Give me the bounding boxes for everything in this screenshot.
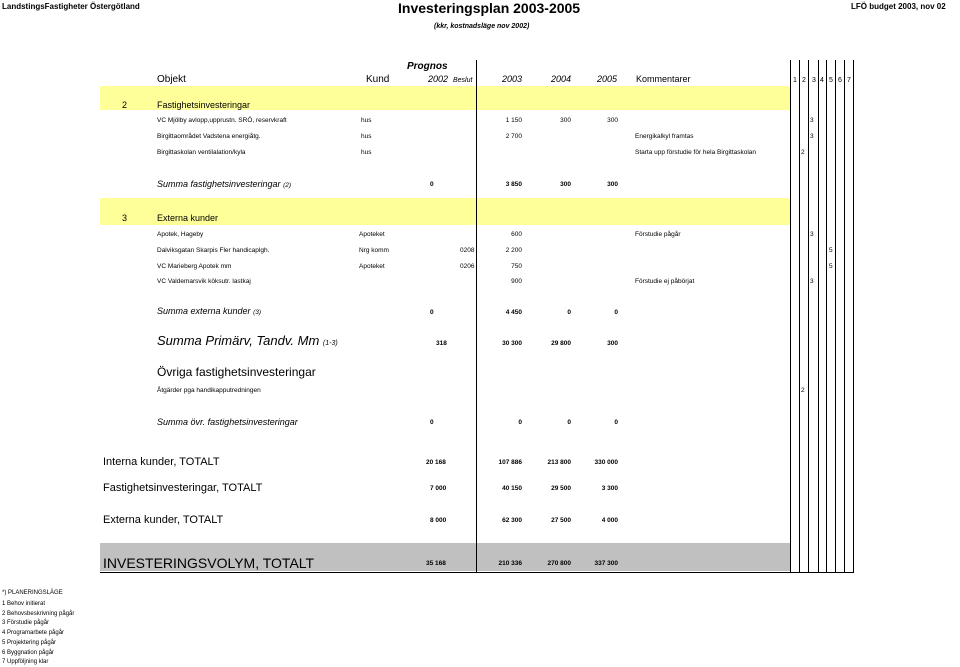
row-kund: hus bbox=[361, 149, 372, 156]
row-kund: hus bbox=[361, 117, 372, 124]
document-title: Investeringsplan 2003-2005 bbox=[398, 0, 581, 16]
sum-label-text: Summa externa kunder bbox=[157, 306, 251, 316]
row-2004: 300 bbox=[560, 117, 571, 124]
row-level: 3 bbox=[810, 278, 814, 285]
row-objekt: Åtgärder pga handikapputredningen bbox=[157, 387, 261, 394]
row-level: 3 bbox=[810, 117, 814, 124]
col-level-6: 6 bbox=[838, 77, 842, 84]
row-level: 5 bbox=[829, 263, 833, 270]
row-beslut: 0206 bbox=[460, 263, 475, 270]
row-2003: 600 bbox=[511, 231, 522, 238]
legend-item: 6 Byggnation pågår bbox=[2, 650, 55, 656]
primary-2003: 30 300 bbox=[502, 340, 522, 347]
row-2003: 2 200 bbox=[505, 247, 522, 254]
col-level-2: 2 bbox=[802, 77, 806, 84]
total-prognos: 8 000 bbox=[430, 517, 447, 524]
col-level-4: 4 bbox=[820, 77, 824, 84]
grid-line bbox=[853, 60, 854, 572]
grand-total-2005: 337 300 bbox=[594, 560, 618, 567]
sum-2003: 4 450 bbox=[505, 309, 522, 316]
grid-line bbox=[844, 60, 845, 572]
row-2003: 2 700 bbox=[505, 133, 522, 140]
org-name: LandstingsFastigheter Östergötland bbox=[2, 2, 140, 11]
row-objekt: VC Valdemarsvik köksutr. lastkaj bbox=[157, 278, 251, 285]
section-title: Externa kunder bbox=[157, 213, 219, 223]
legend-item: 5 Projektering pågår bbox=[2, 640, 57, 646]
legend-item: 4 Programarbete pågår bbox=[2, 630, 65, 636]
sum-ref: (3) bbox=[253, 309, 262, 316]
row-kommentar: Starta upp förstudie för hela Birgittaskolan bbox=[635, 149, 757, 156]
sum-label: Summa övr. fastighetsinvesteringar bbox=[157, 417, 298, 427]
col-beslut: Beslut bbox=[453, 77, 473, 84]
document-subtitle: (kkr, kostnadsläge nov 2002) bbox=[434, 23, 530, 30]
primary-2004: 29 800 bbox=[551, 340, 571, 347]
col-2002: 2002 bbox=[428, 74, 449, 84]
grid-line bbox=[808, 60, 809, 572]
col-2004: 2004 bbox=[551, 74, 572, 84]
row-objekt: Birgittaskolan ventilalation/kyla bbox=[157, 149, 246, 156]
row-objekt: VC Marieberg Apotek mm bbox=[157, 263, 232, 270]
total-2005: 3 300 bbox=[601, 485, 618, 492]
legend-item: 3 Förstudie pågår bbox=[2, 620, 50, 626]
sum-2005: 0 bbox=[614, 309, 618, 316]
col-level-7: 7 bbox=[847, 77, 851, 84]
sum-2004: 300 bbox=[560, 181, 571, 188]
row-kommentar: Förstudie pågår bbox=[635, 231, 681, 238]
total-label: Externa kunder, TOTALT bbox=[103, 514, 224, 526]
section-number: 3 bbox=[122, 213, 128, 223]
total-2003: 40 150 bbox=[502, 485, 522, 492]
sum-2004: 0 bbox=[567, 419, 571, 426]
budget-label: LFÖ budget 2003, nov 02 bbox=[851, 2, 946, 11]
sum-2005: 300 bbox=[607, 181, 618, 188]
sum-2003: 3 850 bbox=[505, 181, 522, 188]
total-2004: 27 500 bbox=[551, 517, 571, 524]
row-level: 3 bbox=[810, 231, 814, 238]
sum-label-text: Summa fastighetsinvesteringar bbox=[157, 179, 281, 189]
sum-2003: 0 bbox=[518, 419, 522, 426]
sum-prognos: 0 bbox=[430, 309, 434, 316]
total-2004: 213 800 bbox=[547, 459, 571, 466]
total-2004: 29 500 bbox=[551, 485, 571, 492]
grid-line bbox=[835, 60, 836, 572]
sum-2004: 0 bbox=[567, 309, 571, 316]
grand-total-prognos: 35 168 bbox=[426, 560, 446, 567]
col-level-1: 1 bbox=[793, 77, 797, 84]
grand-total-2003: 210 336 bbox=[498, 560, 522, 567]
row-2003: 1 150 bbox=[505, 117, 522, 124]
row-2003: 900 bbox=[511, 278, 522, 285]
grand-total-label: INVESTERINGSVOLYM, TOTALT bbox=[103, 555, 315, 571]
total-2003: 62 300 bbox=[502, 517, 522, 524]
row-level: 3 bbox=[810, 133, 814, 140]
col-kommentarer: Kommentarer bbox=[636, 74, 691, 84]
total-label: Interna kunder, TOTALT bbox=[103, 456, 220, 468]
total-2005: 4 000 bbox=[601, 517, 618, 524]
grid-line bbox=[476, 60, 477, 572]
row-2003: 750 bbox=[511, 263, 522, 270]
legend-heading: *) PLANERINGSLÄGE bbox=[2, 590, 63, 596]
grid-line bbox=[790, 60, 791, 572]
row-level: 5 bbox=[829, 247, 833, 254]
row-kommentar: Energikalkyl framtas bbox=[635, 133, 694, 140]
row-level: 2 bbox=[801, 149, 805, 156]
sum-ref: (2) bbox=[283, 182, 292, 189]
row-kommentar: Förstudie ej påbörjat bbox=[635, 278, 695, 285]
sum-label bbox=[157, 306, 261, 316]
ovriga-title: Övriga fastighetsinvesteringar bbox=[157, 365, 316, 379]
total-prognos: 7 000 bbox=[430, 485, 447, 492]
legend-item: 2 Behovsbeskrivning pågår bbox=[2, 611, 75, 617]
row-kund: hus bbox=[361, 133, 372, 140]
sum-2005: 0 bbox=[614, 419, 618, 426]
row-level: 2 bbox=[801, 387, 805, 394]
row-kund: Apoteket bbox=[359, 263, 385, 270]
row-beslut: 0208 bbox=[460, 247, 475, 254]
col-objekt: Objekt bbox=[157, 74, 186, 85]
section-number: 2 bbox=[122, 100, 128, 110]
total-prognos: 20 168 bbox=[426, 459, 446, 466]
col-kund: Kund bbox=[366, 74, 390, 85]
col-level-3: 3 bbox=[812, 77, 816, 84]
grid-line bbox=[818, 60, 819, 572]
legend-item: 1 Behov initierat bbox=[2, 601, 46, 607]
grand-total-2004: 270 800 bbox=[547, 560, 571, 567]
grid-line bbox=[100, 572, 854, 573]
row-objekt: Apotek, Hageby bbox=[157, 231, 204, 238]
row-2005: 300 bbox=[607, 117, 618, 124]
col-level-5: 5 bbox=[829, 77, 833, 84]
total-2003: 107 886 bbox=[498, 459, 522, 466]
sum-prognos: 0 bbox=[430, 419, 434, 426]
row-kund: Nrg komm bbox=[359, 247, 389, 254]
total-2005: 330 000 bbox=[594, 459, 618, 466]
row-kund: Apoteket bbox=[359, 231, 385, 238]
legend-item: 7 Uppföljning klar bbox=[2, 659, 49, 665]
primary-sum-ref: (1-3) bbox=[322, 340, 338, 347]
sum-prognos: 0 bbox=[430, 181, 434, 188]
sum-label bbox=[157, 179, 291, 189]
col-2003: 2003 bbox=[502, 74, 523, 84]
primary-sum-label bbox=[157, 333, 338, 348]
row-objekt: VC Mjölby avlopp,upprustn. SRÖ, reservkraft bbox=[157, 117, 287, 124]
grid-line bbox=[826, 60, 827, 572]
col-prognos: Prognos bbox=[407, 61, 448, 72]
primary-sum-text: Summa Primärv, Tandv. Mm bbox=[157, 333, 320, 348]
row-objekt: Dalviksgatan Skarpis Fler handicaplgh. bbox=[157, 247, 270, 254]
section-title: Fastighetsinvesteringar bbox=[157, 100, 251, 110]
grid-line bbox=[799, 60, 800, 572]
primary-2005: 300 bbox=[607, 340, 618, 347]
primary-prognos: 318 bbox=[436, 340, 447, 347]
total-label: Fastighetsinvesteringar, TOTALT bbox=[103, 482, 263, 494]
row-objekt: Birgittaområdet Vadstena energiåtg. bbox=[157, 133, 261, 140]
col-2005: 2005 bbox=[597, 74, 618, 84]
